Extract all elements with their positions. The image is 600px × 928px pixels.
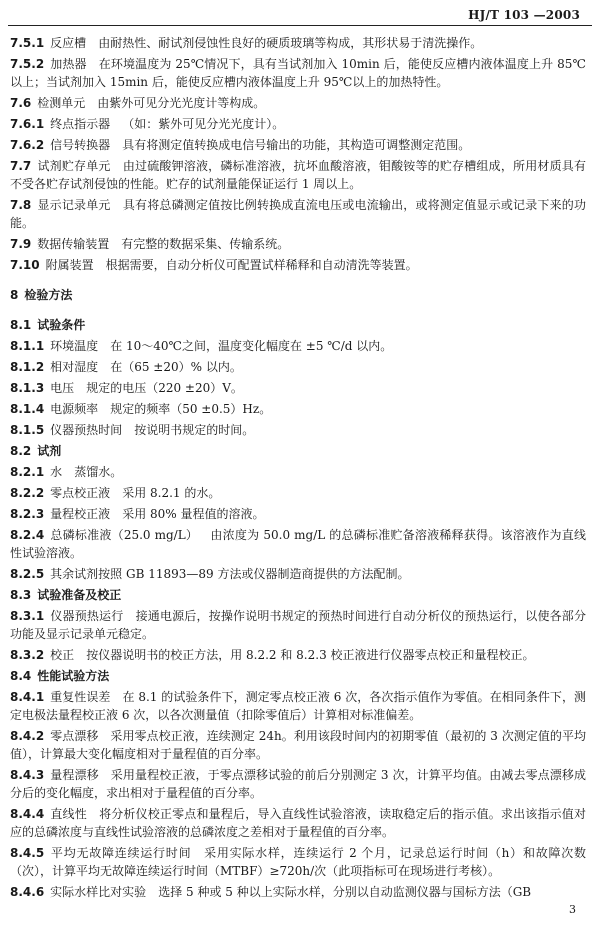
clause-paragraph bbox=[10, 235, 586, 253]
clause-paragraph bbox=[10, 34, 586, 52]
clause-title: 仪器预热运行 bbox=[50, 609, 124, 623]
clause-title: 试剂贮存单元 bbox=[37, 159, 111, 173]
clause-text: 在 8.1 的试验条件下，测定零点校正液 6 次，各次指示值作为零值。在相同条件下，测定电极法量程校正液 6 次，以各次测量值（扣除零值后）计算相对标准偏差。 bbox=[10, 690, 586, 722]
clause-title: 量程校正液 bbox=[50, 507, 111, 521]
clause-number: 8.2.4 bbox=[10, 528, 45, 542]
clause-text: 由紫外可见分光光度计等构成。 bbox=[97, 96, 266, 110]
clause-title: 电压 bbox=[50, 381, 75, 395]
clause-title: 相对湿度 bbox=[50, 360, 99, 374]
clause-number: 7.8 bbox=[10, 198, 32, 212]
clause-title: 试验准备及校正 bbox=[37, 588, 122, 602]
clause-title: 电源频率 bbox=[50, 402, 99, 416]
clause-title: 附属装置 bbox=[45, 258, 94, 272]
clause-paragraph bbox=[10, 526, 586, 562]
clause-paragraph bbox=[10, 844, 586, 880]
clause-title: 重复性误差 bbox=[50, 690, 111, 704]
clause-text: 采用 8.2.1 的水。 bbox=[122, 486, 221, 500]
clause-text: 将分析仪校正零点和量程后，导入直线性试验溶液，读取稳定后的指示值。求出该指示值对应的总磷浓度与直线性试验溶液的总磷浓度之差相对于量程值的百分率。 bbox=[10, 807, 586, 839]
clause-text: 蒸馏水。 bbox=[74, 465, 123, 479]
clause-paragraph bbox=[10, 883, 586, 901]
clause-paragraph bbox=[10, 805, 586, 841]
clause-text: 在 10～40℃之间，温度变化幅度在 ±5 ℃/d 以内。 bbox=[110, 339, 393, 353]
clause-paragraph bbox=[10, 565, 586, 583]
standard-header: HJ/T 103 —2003 bbox=[468, 8, 580, 22]
clause-title: 终点指示器 bbox=[50, 117, 111, 131]
clause-title: 数据传输装置 bbox=[37, 237, 110, 251]
clause-text: 采用实际水样，连续运行 2 个月，记录总运行时间（h）和故障次数（次），计算平均无故障连续运行时间（MTBF）≥720h/次（此项指标可在现场进行考核）。 bbox=[10, 846, 586, 878]
clause-number: 8.4 bbox=[10, 669, 32, 683]
clause-title: 零点校正液 bbox=[50, 486, 111, 500]
clause-paragraph bbox=[10, 55, 586, 91]
clause-number: 8.4.2 bbox=[10, 729, 45, 743]
clause-number: 7.9 bbox=[10, 237, 32, 251]
clause-number: 8 bbox=[10, 288, 19, 302]
clause-title: 性能试验方法 bbox=[37, 669, 110, 683]
clause-title: 加热器 bbox=[50, 57, 87, 71]
clause-number: 8.1.4 bbox=[10, 402, 45, 416]
clause-number: 7.5.1 bbox=[10, 36, 45, 50]
clause-title: 实际水样比对实验 bbox=[50, 885, 147, 899]
clause-paragraph bbox=[10, 136, 586, 154]
section-heading bbox=[10, 442, 586, 460]
clause-paragraph bbox=[10, 337, 586, 355]
clause-paragraph bbox=[10, 157, 586, 193]
clause-title: 总磷标准液（25.0 mg/L） bbox=[50, 528, 199, 542]
clause-text: 按仪器说明书的校正方法，用 8.2.2 和 8.2.3 校正液进行仪器零点校正和量程校正。 bbox=[86, 648, 535, 662]
clause-paragraph bbox=[10, 766, 586, 802]
header-divider bbox=[8, 25, 592, 26]
clause-number: 8.3 bbox=[10, 588, 32, 602]
clause-paragraph bbox=[10, 484, 586, 502]
clause-text: 具有将总磷测定值按比例转换成直流电压或电流输出，或将测定值显示或记录下来的功能。 bbox=[10, 198, 586, 230]
clause-paragraph bbox=[10, 463, 586, 481]
clause-text: 根据需要，自动分析仪可配置试样稀释和自动清洗等装置。 bbox=[105, 258, 418, 272]
section-heading bbox=[10, 586, 586, 604]
clause-number: 8.2.1 bbox=[10, 465, 45, 479]
clause-title: 显示记录单元 bbox=[37, 198, 111, 212]
clause-text: 在（65 ±20）% 以内。 bbox=[110, 360, 242, 374]
clause-text: 采用 80% 量程值的溶液。 bbox=[122, 507, 265, 521]
clause-title: 检测单元 bbox=[37, 96, 86, 110]
clause-title: 仪器预热时间 bbox=[50, 423, 123, 437]
clause-paragraph bbox=[10, 94, 586, 112]
clause-title: 水 bbox=[50, 465, 63, 479]
clause-paragraph bbox=[10, 196, 586, 232]
clause-text: 采用零点校正液，连续测定 24h。利用该段时间内的初期零值（最初的 3 次测定值的平均值），计算最大变化幅度相对于量程值的百分率。 bbox=[10, 729, 586, 761]
clause-text: 规定的电压（220 ±20）V。 bbox=[86, 381, 243, 395]
clause-text: 按说明书规定的时间。 bbox=[134, 423, 255, 437]
clause-number: 8.2.3 bbox=[10, 507, 45, 521]
clause-paragraph bbox=[10, 727, 586, 763]
clause-text: （如：紫外可见分光光度计）。 bbox=[122, 117, 285, 131]
clause-text: 其余试剂按照 GB 11893—89 方法或仪器制造商提供的方法配制。 bbox=[50, 567, 410, 581]
clause-title: 直线性 bbox=[50, 807, 87, 821]
clause-title: 试验条件 bbox=[37, 318, 86, 332]
section-heading bbox=[10, 667, 586, 685]
clause-text: 接通电源后，按操作说明书规定的预热时间进行自动分析仪的预热运行，以使各部分功能及显示记录单元稳定。 bbox=[10, 609, 586, 641]
clause-text: 在环境温度为 25℃情况下，具有当试剂加入 10min 后，能使反应槽内液体温度上升 85℃以上；当试剂加入 15min 后，能使反应槽内液体温度上升 95℃以上的加热特性。 bbox=[10, 57, 586, 89]
clause-number: 7.6.2 bbox=[10, 138, 45, 152]
clause-number: 8.4.4 bbox=[10, 807, 45, 821]
clause-text: 由耐热性、耐试剂侵蚀性良好的硬质玻璃等构成，其形状易于清洗操作。 bbox=[98, 36, 483, 50]
clause-number: 8.2.2 bbox=[10, 486, 45, 500]
clause-number: 7.5.2 bbox=[10, 57, 45, 71]
clause-paragraph bbox=[10, 646, 586, 664]
clause-number: 7.6.1 bbox=[10, 117, 45, 131]
clause-paragraph bbox=[10, 256, 586, 274]
clause-title: 试剂 bbox=[37, 444, 62, 458]
page-number: 3 bbox=[569, 903, 576, 916]
clause-paragraph bbox=[10, 688, 586, 724]
clause-number: 8.1.5 bbox=[10, 423, 45, 437]
clause-number: 8.1 bbox=[10, 318, 32, 332]
clause-text: 有完整的数据采集、传输系统。 bbox=[121, 237, 290, 251]
clause-number: 7.10 bbox=[10, 258, 40, 272]
clause-paragraph bbox=[10, 607, 586, 643]
clause-number: 8.4.5 bbox=[10, 846, 45, 860]
clause-number: 7.7 bbox=[10, 159, 32, 173]
clause-text: 规定的频率（50 ±0.5）Hz。 bbox=[110, 402, 272, 416]
clause-number: 8.1.3 bbox=[10, 381, 45, 395]
clause-text: 具有将测定值转换成电信号输出的功能，其构造可调整测定范围。 bbox=[122, 138, 471, 152]
clause-paragraph bbox=[10, 379, 586, 397]
clause-paragraph bbox=[10, 115, 586, 133]
clause-title: 量程漂移 bbox=[50, 768, 99, 782]
clause-title: 反应槽 bbox=[50, 36, 87, 50]
clause-number: 8.1.2 bbox=[10, 360, 45, 374]
clause-number: 8.4.6 bbox=[10, 885, 45, 899]
clause-title: 检验方法 bbox=[24, 288, 73, 302]
clause-title: 信号转换器 bbox=[50, 138, 111, 152]
clause-number: 8.3.1 bbox=[10, 609, 45, 623]
clause-title: 环境温度 bbox=[50, 339, 99, 353]
section-heading bbox=[10, 316, 586, 334]
clause-title: 平均无故障连续运行时间 bbox=[50, 846, 192, 860]
clause-paragraph bbox=[10, 400, 586, 418]
clause-number: 8.4.1 bbox=[10, 690, 45, 704]
clause-number: 7.6 bbox=[10, 96, 32, 110]
clause-number: 8.4.3 bbox=[10, 768, 45, 782]
clause-title: 零点漂移 bbox=[50, 729, 99, 743]
clause-paragraph bbox=[10, 358, 586, 376]
clause-text: 由浓度为 50.0 mg/L 的总磷标准贮备溶液稀释获得。该溶液作为直线性试验溶液。 bbox=[10, 528, 586, 560]
clause-paragraph bbox=[10, 421, 586, 439]
clause-number: 8.2 bbox=[10, 444, 32, 458]
clause-text: 由过硫酸钾溶液，磷标准溶液，抗坏血酸溶液，钼酸铵等的贮存槽组成，所用材质具有不受各贮存试剂侵蚀的性能。贮存的试剂量能保证运行 1 周以上。 bbox=[10, 159, 586, 191]
section-heading bbox=[10, 286, 586, 304]
document-body bbox=[10, 34, 586, 904]
clause-title: 校正 bbox=[50, 648, 75, 662]
clause-number: 8.3.2 bbox=[10, 648, 45, 662]
clause-text: 选择 5 种或 5 种以上实际水样，分别以自动监测仪器与国标方法（GB bbox=[158, 885, 532, 899]
clause-number: 8.1.1 bbox=[10, 339, 45, 353]
clause-paragraph bbox=[10, 505, 586, 523]
clause-text: 采用量程校正液，于零点漂移试验的前后分别测定 3 次，计算平均值。由减去零点漂移成分后的变化幅度，求出相对于量程值的百分率。 bbox=[10, 768, 586, 800]
clause-number: 8.2.5 bbox=[10, 567, 45, 581]
